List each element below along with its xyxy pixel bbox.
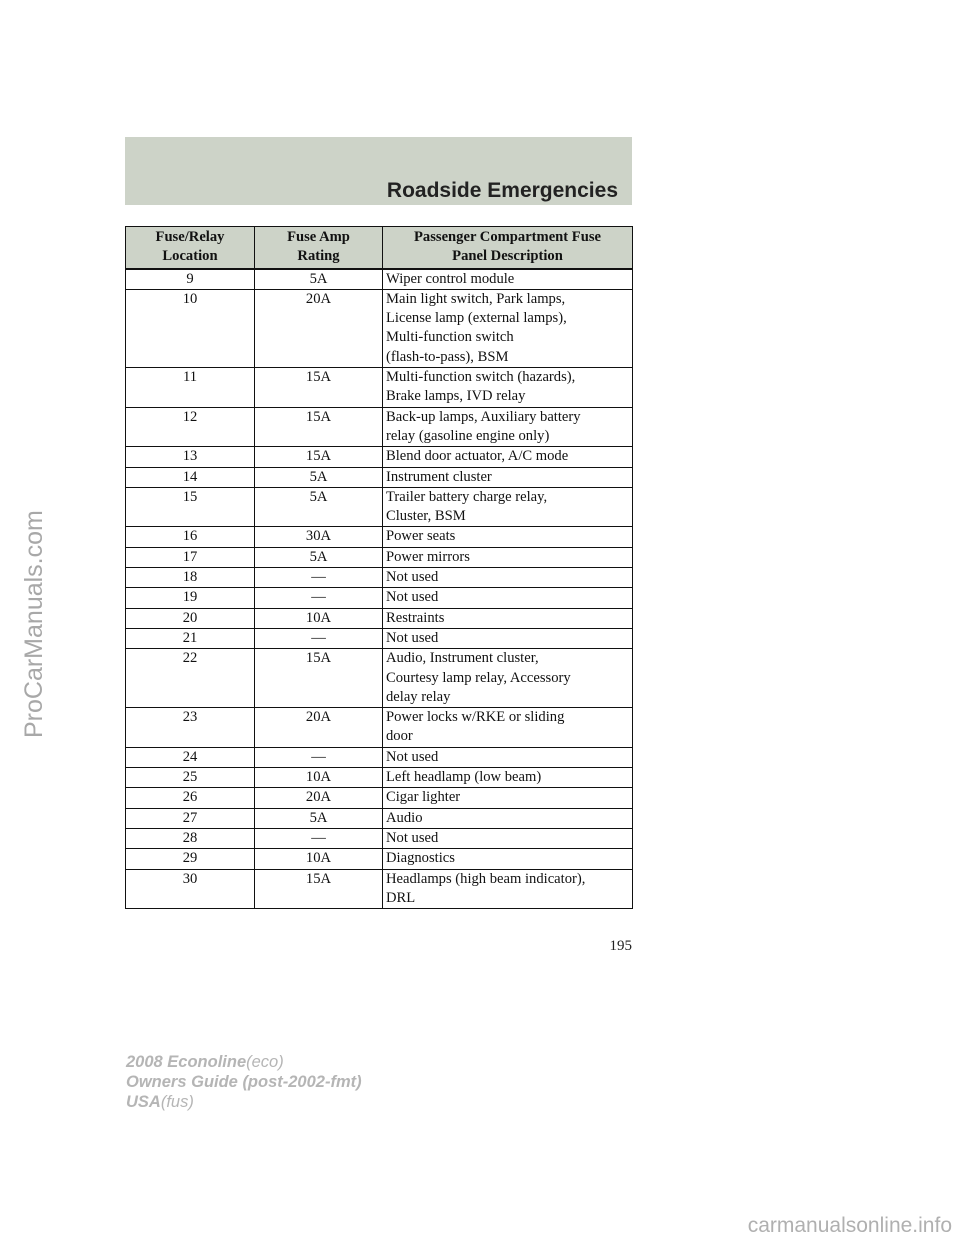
fuse-amp-cell: 20A bbox=[255, 289, 383, 367]
table-row bbox=[126, 527, 633, 547]
fuse-table bbox=[125, 226, 633, 909]
fuse-description-cell bbox=[383, 869, 633, 909]
description-line: (flash-to-pass), BSM bbox=[386, 348, 509, 365]
description-line: Trailer battery charge relay, bbox=[386, 488, 548, 505]
table-row bbox=[126, 269, 633, 290]
fuse-location-cell: 30 bbox=[126, 869, 255, 909]
description-line: Power seats bbox=[386, 528, 456, 545]
description-line: Brake lamps, IVD relay bbox=[386, 388, 526, 405]
fuse-description-cell bbox=[383, 747, 633, 767]
fuse-description-cell bbox=[383, 368, 633, 408]
footer-model-code: (eco) bbox=[246, 1053, 284, 1071]
fuse-location-cell: 17 bbox=[126, 547, 255, 567]
fuse-table-body bbox=[126, 269, 633, 909]
table-row bbox=[126, 547, 633, 567]
description-line: Main light switch, Park lamps, bbox=[386, 290, 566, 307]
fuse-description-cell bbox=[383, 289, 633, 367]
fuse-amp-cell: — bbox=[255, 747, 383, 767]
fuse-location-cell: 11 bbox=[126, 368, 255, 408]
fuse-location-cell: 12 bbox=[126, 407, 255, 447]
table-row bbox=[126, 628, 633, 648]
description-line: Audio bbox=[386, 809, 423, 826]
fuse-location-cell: 26 bbox=[126, 788, 255, 808]
fuse-description-cell bbox=[383, 808, 633, 828]
table-row bbox=[126, 289, 633, 367]
column-header bbox=[126, 227, 255, 269]
column-header-line: Panel Description bbox=[452, 248, 563, 265]
description-line: Cluster, BSM bbox=[386, 508, 466, 525]
fuse-amp-cell: 5A bbox=[255, 487, 383, 527]
fuse-location-cell: 27 bbox=[126, 808, 255, 828]
column-header-line: Location bbox=[162, 248, 218, 265]
fuse-location-cell: 10 bbox=[126, 289, 255, 367]
table-row bbox=[126, 447, 633, 467]
column-header-line: Passenger Compartment Fuse bbox=[414, 229, 601, 245]
description-line: Diagnostics bbox=[386, 850, 455, 867]
fuse-location-cell: 18 bbox=[126, 568, 255, 588]
description-line: Instrument cluster bbox=[386, 468, 492, 485]
fuse-description-cell bbox=[383, 608, 633, 628]
watermark-text: ProCarManuals.com bbox=[20, 510, 48, 738]
fuse-description-cell bbox=[383, 568, 633, 588]
fuse-location-cell: 20 bbox=[126, 608, 255, 628]
fuse-description-cell bbox=[383, 828, 633, 848]
fuse-amp-cell: 5A bbox=[255, 269, 383, 290]
footer-line-3 bbox=[126, 1092, 362, 1112]
column-header-line: Fuse Amp bbox=[287, 229, 350, 245]
description-line: Multi-function switch (hazards), bbox=[386, 369, 576, 386]
table-row bbox=[126, 808, 633, 828]
fuse-location-cell: 14 bbox=[126, 467, 255, 487]
table-row bbox=[126, 407, 633, 447]
fuse-amp-cell: 15A bbox=[255, 368, 383, 408]
fuse-location-cell: 29 bbox=[126, 849, 255, 869]
fuse-description-cell bbox=[383, 708, 633, 748]
fuse-location-cell: 19 bbox=[126, 588, 255, 608]
page-number: 195 bbox=[609, 938, 632, 954]
fuse-description-cell bbox=[383, 788, 633, 808]
section-title: Roadside Emergencies bbox=[386, 179, 618, 202]
footer-model: 2008 Econoline bbox=[126, 1053, 247, 1071]
description-line: Not used bbox=[386, 569, 439, 586]
fuse-description-cell bbox=[383, 649, 633, 708]
description-line: License lamp (external lamps), bbox=[386, 310, 567, 327]
fuse-amp-cell: 5A bbox=[255, 808, 383, 828]
fuse-description-cell bbox=[383, 547, 633, 567]
table-row bbox=[126, 368, 633, 408]
description-line: Courtesy lamp relay, Accessory bbox=[386, 669, 571, 686]
fuse-amp-cell: — bbox=[255, 828, 383, 848]
fuse-amp-cell: 20A bbox=[255, 708, 383, 748]
footer-market-code: (fus) bbox=[160, 1093, 194, 1111]
description-line: door bbox=[386, 728, 413, 745]
footer-guide: Owners Guide (post-2002-fmt) bbox=[126, 1073, 362, 1091]
fuse-description-cell bbox=[383, 269, 633, 290]
fuse-amp-cell: 10A bbox=[255, 608, 383, 628]
document-footer bbox=[126, 1052, 362, 1112]
table-row bbox=[126, 849, 633, 869]
fuse-location-cell: 15 bbox=[126, 487, 255, 527]
fuse-description-cell bbox=[383, 407, 633, 447]
fuse-amp-cell: 20A bbox=[255, 788, 383, 808]
fuse-description-cell bbox=[383, 768, 633, 788]
description-line: DRL bbox=[386, 889, 416, 906]
description-line: Restraints bbox=[386, 609, 445, 626]
fuse-amp-cell: 5A bbox=[255, 547, 383, 567]
fuse-description-cell bbox=[383, 588, 633, 608]
description-line: Cigar lighter bbox=[386, 789, 461, 806]
table-row bbox=[126, 788, 633, 808]
fuse-amp-cell: 10A bbox=[255, 768, 383, 788]
fuse-table-header bbox=[126, 227, 633, 269]
fuse-amp-cell: 15A bbox=[255, 407, 383, 447]
column-header-line: Fuse/Relay bbox=[155, 229, 225, 245]
table-row bbox=[126, 568, 633, 588]
fuse-location-cell: 25 bbox=[126, 768, 255, 788]
column-header bbox=[383, 227, 633, 269]
table-row bbox=[126, 869, 633, 909]
description-line: Not used bbox=[386, 629, 439, 646]
fuse-location-cell: 28 bbox=[126, 828, 255, 848]
fuse-description-cell bbox=[383, 467, 633, 487]
footer-line-2 bbox=[126, 1072, 362, 1092]
fuse-description-cell bbox=[383, 487, 633, 527]
description-line: relay (gasoline engine only) bbox=[386, 427, 550, 444]
table-row bbox=[126, 708, 633, 748]
column-header-line: Rating bbox=[297, 248, 340, 265]
fuse-amp-cell: — bbox=[255, 568, 383, 588]
fuse-description-cell bbox=[383, 527, 633, 547]
fuse-description-cell bbox=[383, 447, 633, 467]
table-row bbox=[126, 487, 633, 527]
fuse-amp-cell: 10A bbox=[255, 849, 383, 869]
table-row bbox=[126, 588, 633, 608]
table-row bbox=[126, 649, 633, 708]
table-row bbox=[126, 768, 633, 788]
description-line: Power locks w/RKE or sliding bbox=[386, 709, 565, 726]
fuse-location-cell: 22 bbox=[126, 649, 255, 708]
column-header bbox=[255, 227, 383, 269]
footer-line-1 bbox=[126, 1052, 362, 1072]
section-header-band bbox=[125, 137, 632, 205]
table-row bbox=[126, 828, 633, 848]
description-line: Headlamps (high beam indicator), bbox=[386, 870, 586, 887]
description-line: Blend door actuator, A/C mode bbox=[386, 448, 569, 465]
fuse-description-cell bbox=[383, 628, 633, 648]
site-watermark: carmanualsonline.info bbox=[747, 1214, 952, 1237]
fuse-amp-cell: 30A bbox=[255, 527, 383, 547]
fuse-amp-cell: 15A bbox=[255, 649, 383, 708]
description-line: Wiper control module bbox=[386, 270, 515, 287]
fuse-amp-cell: 15A bbox=[255, 447, 383, 467]
fuse-location-cell: 24 bbox=[126, 747, 255, 767]
description-line: Power mirrors bbox=[386, 548, 470, 565]
description-line: Multi-function switch bbox=[386, 329, 514, 346]
footer-market: USA bbox=[126, 1093, 161, 1111]
description-line: Audio, Instrument cluster, bbox=[386, 650, 539, 667]
fuse-location-cell: 23 bbox=[126, 708, 255, 748]
description-line: Back-up lamps, Auxiliary battery bbox=[386, 408, 581, 425]
description-line: delay relay bbox=[386, 688, 451, 705]
table-row bbox=[126, 467, 633, 487]
header-row bbox=[126, 227, 633, 269]
fuse-amp-cell: 5A bbox=[255, 467, 383, 487]
fuse-amp-cell: — bbox=[255, 588, 383, 608]
fuse-location-cell: 16 bbox=[126, 527, 255, 547]
fuse-amp-cell: 15A bbox=[255, 869, 383, 909]
table-row bbox=[126, 747, 633, 767]
description-line: Not used bbox=[386, 829, 439, 846]
description-line: Left headlamp (low beam) bbox=[386, 769, 542, 786]
fuse-amp-cell: — bbox=[255, 628, 383, 648]
description-line: Not used bbox=[386, 589, 439, 606]
fuse-location-cell: 9 bbox=[126, 269, 255, 290]
watermark bbox=[20, 510, 50, 1018]
fuse-location-cell: 21 bbox=[126, 628, 255, 648]
table-row bbox=[126, 608, 633, 628]
fuse-location-cell: 13 bbox=[126, 447, 255, 467]
fuse-description-cell bbox=[383, 849, 633, 869]
description-line: Not used bbox=[386, 748, 439, 765]
